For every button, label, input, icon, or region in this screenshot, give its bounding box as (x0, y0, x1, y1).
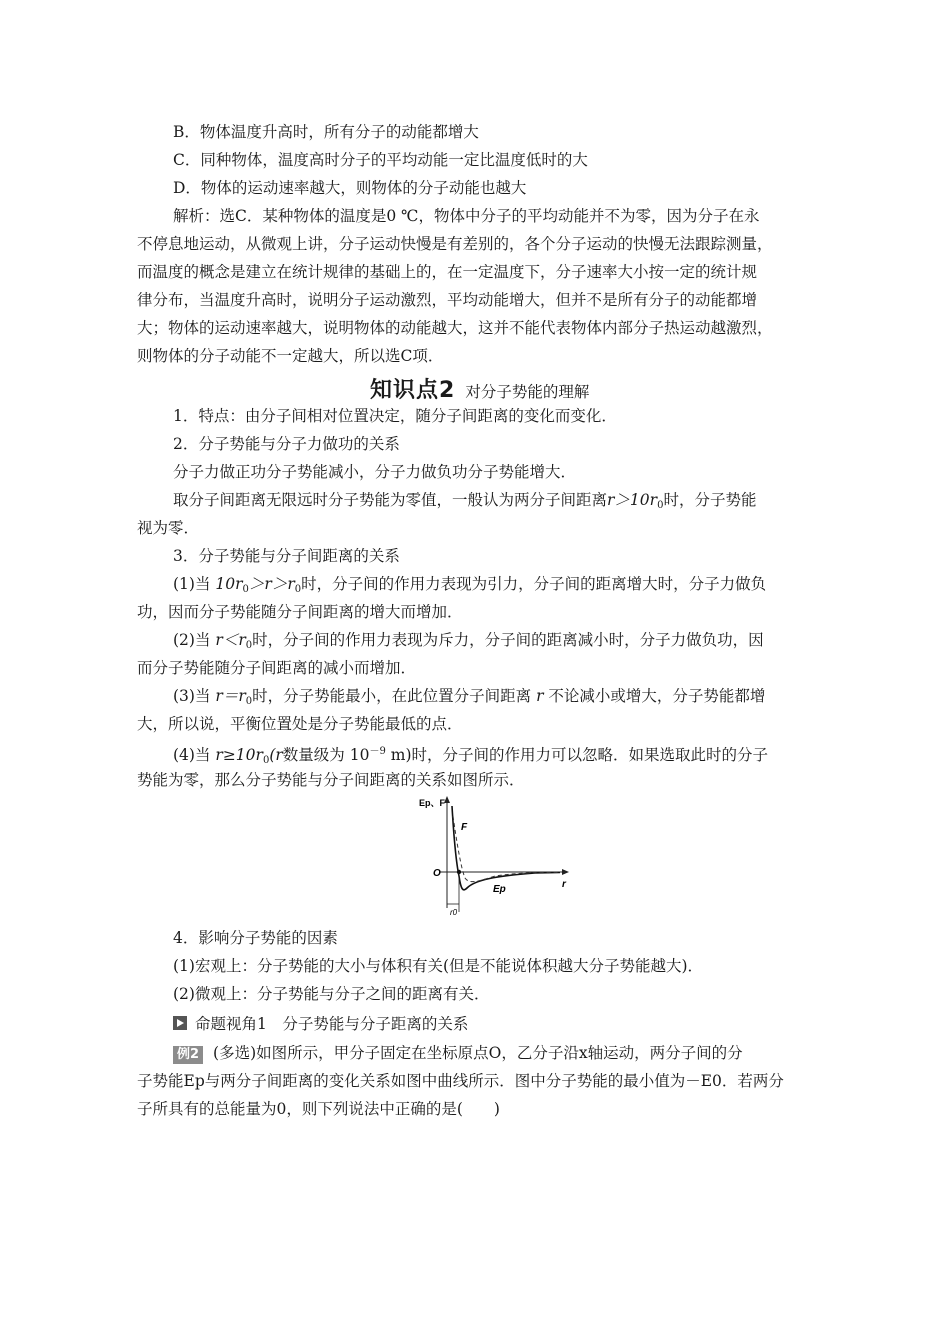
origin-label: O (433, 868, 441, 879)
point-3-3: (3)当 $r=r_0$时，分子势能最小，在此位置分子间距离 r 不论减小或增大，分子势能都增 (173, 687, 766, 707)
x-axis-label: r (562, 879, 566, 890)
point-2b: 取分子间距离无限远时分子势能为零值，一般认为两分子间距离$r>10r_0$时，分子势能 (173, 491, 757, 511)
ep-curve (452, 806, 560, 890)
option-d: D．物体的运动速率越大，则物体的分子动能也越大 (173, 179, 527, 197)
point-2a: 分子力做正功分子势能减小，分子力做负功分子势能增大． (173, 463, 577, 481)
y-axis-label: Ep、F (419, 798, 445, 808)
example-line: 例2 (多选)如图所示，甲分子固定在坐标原点O，乙分子沿x轴运动，两分子间的分 (173, 1042, 743, 1064)
example-badge: 例2 (173, 1046, 203, 1064)
r0-label: r0 (450, 908, 458, 917)
analysis-line: 不停息地运动，从微观上讲，分子运动快慢是有差别的，各个分子运动的快慢无法跟踪测量， (137, 235, 773, 253)
section-title: 对分子势能的理解 (465, 383, 590, 401)
point-3-1-cont: 功，因而分子势能随分子间距离的增大而增加． (137, 603, 463, 621)
point-3-2-cont: 而分子势能随分子间距离的减小而增加． (137, 659, 417, 677)
example-line: 子所具有的总能量为0，则下列说法中正确的是( ) (137, 1100, 500, 1118)
option-c: C．同种物体，温度高时分子的平均动能一定比温度低时的大 (173, 151, 588, 169)
section-badge: 知识点2 (370, 378, 456, 403)
point-3-1: (1)当 $10r_0>r>r_0$时，分子间的作用力表现为引力，分子间的距离增大时，分子力做负 (173, 575, 767, 595)
analysis-line: 则物体的分子动能不一定越大，所以选C项． (137, 347, 444, 365)
point-2b-cont: 视为零． (137, 519, 200, 537)
analysis-line: 大；物体的运动速率越大，说明物体的动能越大，这并不能代表物体内部分子热运动越激烈， (137, 319, 773, 337)
example-line: 子势能Ep与两分子间距离的变化关系如图中曲线所示．图中分子势能的最小值为－E0．若两分 (137, 1072, 784, 1090)
point-3-2: (2)当 $r<r_0$时，分子间的作用力表现为斥力，分子间的距离减小时，分子力做负功，因 (173, 631, 764, 651)
proposition-view-label: 命题视角1 分子势能与分子距离的关系 (195, 1015, 469, 1033)
x-axis-arrow (562, 869, 569, 875)
option-b: B．物体温度升高时，所有分子的动能都增大 (173, 123, 479, 141)
ep-label: Ep (493, 884, 506, 895)
proposition-view (173, 1012, 468, 1034)
analysis-line: 而温度的概念是建立在统计规律的基础上的，在一定温度下，分子速率大小按一定的统计规 (137, 263, 758, 281)
r0-point (457, 870, 461, 874)
point-2: 2．分子势能与分子力做功的关系 (173, 435, 400, 453)
point-3-3-cont: 大，所以说，平衡位置处是分子势能最低的点． (137, 715, 463, 733)
f-label: F (461, 822, 468, 833)
point-3-4: (4)当 $r\ge 10r_0(r$数量级为 $10^{-9}$ m)时，分子间的作用力可以忽略．如果选取此时的分子 (173, 746, 769, 766)
analysis-line: 律分布，当温度升高时，说明分子运动激烈，平均动能增大，但并不是所有分子的动能都增 (137, 291, 758, 309)
point-4: 4．影响分子势能的因素 (173, 929, 338, 947)
analysis-line: 解析：选C．某种物体的温度是0 ℃，物体中分子的平均动能并不为零，因为分子在永 (173, 207, 760, 225)
point-3: 3．分子势能与分子间距离的关系 (173, 547, 400, 565)
point-4-1: (1)宏观上：分子势能的大小与体积有关(但是不能说体积越大分子势能越大)． (173, 957, 704, 975)
point-3-4-cont: 势能为零，那么分子势能与分子间距离的关系如图所示． (137, 771, 525, 789)
point-4-2: (2)微观上：分子势能与分子之间的距离有关． (173, 985, 490, 1003)
play-icon (173, 1016, 187, 1030)
point-1: 1．特点：由分子间相对位置决定，随分子间距离的变化而变化． (173, 407, 617, 425)
section-heading (370, 373, 589, 403)
potential-energy-figure (415, 792, 575, 920)
